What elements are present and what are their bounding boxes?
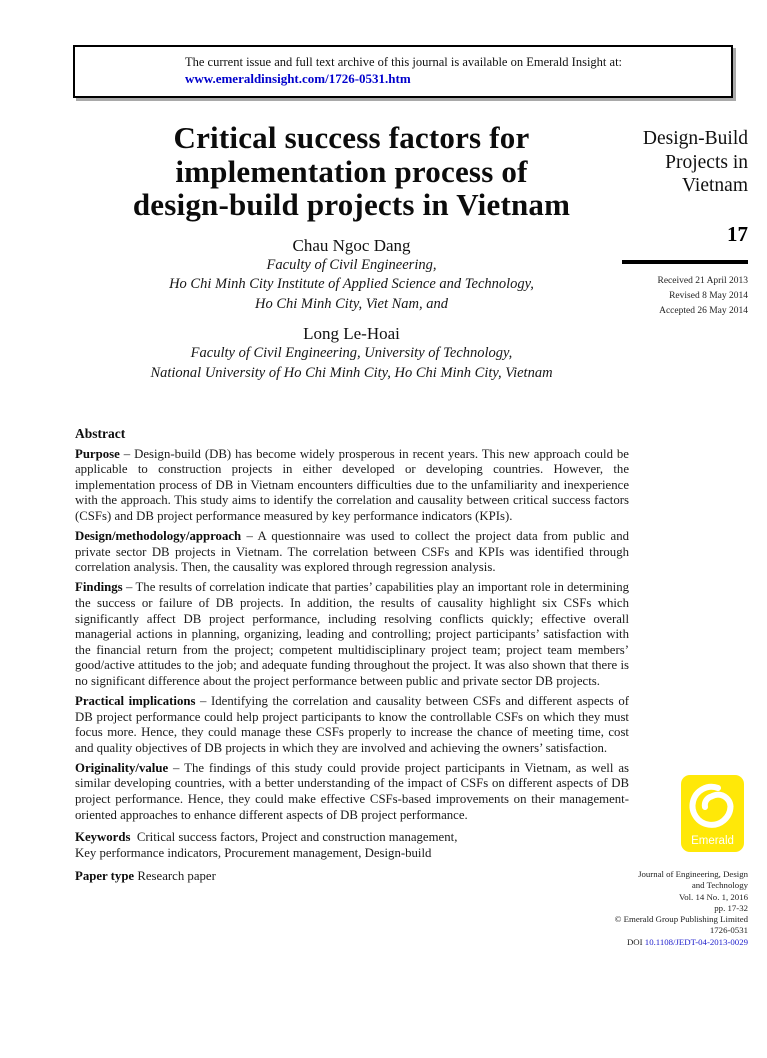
article-title-line: implementation process of — [175, 153, 528, 189]
article-history — [600, 274, 748, 319]
abstract-originality — [75, 761, 629, 823]
imprint-line: pp. 17-32 — [714, 902, 748, 913]
received-date: Received 21 April 2013 — [657, 276, 748, 286]
running-title — [600, 127, 748, 198]
abstract-practical-implications-text: – Identifying the correlation and causality between CSFs and different aspects of DB project performance could help project participants to know the controllable CSFs on which they must focus more. Hence, they could manage these CSFs properly to increase the chance of meeting time, cost and quality objectives of DB projects in which they are involved and achieving the owners’ satisfaction. — [75, 694, 630, 755]
imprint-line: and Technology — [691, 880, 748, 891]
abstract-findings-label: Findings — [75, 580, 123, 595]
abstract-purpose-text: – Design-build (DB) has become widely prosperous in recent years. This new approach could be applicable to construction projects in either developed or developing countries. However, the implementation process of DB in Vietnam encounters difficulties due to the unfamiliarity and inexperience with the approach. This study aims to identify the correlation and causality between critical success factors (CSFs) and DB project performance measured by key performance indicators (KPIs). — [75, 446, 629, 523]
abstract-section — [75, 426, 629, 885]
author-affiliation-line: Ho Chi Minh City, Viet Nam, and — [254, 295, 449, 312]
author-name: Long Le-Hoai — [303, 324, 400, 343]
author-affiliation-line: Faculty of Civil Engineering, University of Technology, — [190, 345, 513, 361]
keywords-line: Critical success factors, Project and construction management, — [136, 830, 458, 845]
revised-date: Revised 8 May 2014 — [669, 291, 748, 301]
paper-type-label: Paper type — [75, 869, 135, 884]
page-number: 17 — [727, 222, 748, 246]
journal-archive-link[interactable]: www.emeraldinsight.com/1726-0531.htm — [185, 71, 411, 86]
author-name: Chau Ngoc Dang — [292, 235, 411, 255]
abstract-findings-text: – The results of correlation indicate that parties’ capabilities play an important role in determining the success or failure of DB projects. In addition, the results of causality highlight six CSFs which significantly affect DB project performance, including resolving conflicts quickly; effective overall managerial actions in planning, organizing, leading and controlling; project participants’ satisfaction with the financial return from the project; competent multidisciplinary project team; project team members’ good/active attitudes to the job; and adequate funding throughout the project. It was also shown that there is no significant difference about the project performance between public and private sector DB projects. — [75, 580, 629, 688]
keywords-line: Key performance indicators, Procurement management, Design-build — [75, 845, 432, 860]
imprint-line: Journal of Engineering, Design — [638, 869, 748, 879]
article-title — [75, 121, 628, 222]
accepted-date: Accepted 26 May 2014 — [659, 306, 748, 316]
article-title-line: design-build projects in Vietnam — [132, 187, 571, 222]
sidebar-rule — [622, 260, 748, 264]
doi-label: DOI — [626, 936, 643, 947]
author-affiliation-line: National University of Ho Chi Minh City, Ho Chi Minh City, Vietnam — [150, 364, 553, 381]
keywords-label: Keywords — [75, 830, 131, 845]
abstract-practical-implications — [75, 694, 629, 756]
availability-box — [73, 45, 733, 98]
abstract-findings — [75, 580, 629, 689]
article-title-line: Critical success factors for — [173, 120, 530, 155]
keywords — [75, 830, 629, 861]
title-block — [75, 121, 628, 383]
imprint-line: 1726-0531 — [709, 925, 748, 936]
abstract-heading: Abstract — [75, 426, 126, 441]
doi-line — [590, 937, 748, 948]
imprint-line: Vol. 14 No. 1, 2016 — [679, 891, 748, 902]
emerald-logo — [681, 775, 744, 852]
abstract-purpose — [75, 447, 629, 525]
abstract-originality-label: Originality/value — [75, 760, 169, 775]
author-affiliation-line: Faculty of Civil Engineering, — [266, 256, 437, 273]
imprint-line: © Emerald Group Publishing Limited — [614, 914, 748, 925]
abstract-practical-implications-label: Practical implications — [75, 694, 196, 708]
running-title-line: Vietnam — [682, 175, 748, 196]
abstract-methodology-text: – A questionnaire was used to collect the project data from public and private sector DB projects in Vietnam. The correlation between CSFs and KPIs was identified through correlation analysis. Then, the causality was explored through regression analysis. — [75, 529, 629, 575]
abstract-purpose-label: Purpose — [75, 446, 120, 461]
abstract-originality-text: – The findings of this study could provide project participants in Vietnam, as well as similar developing countries, with a better understanding of the impact of CSFs on different aspects of DB project performance. Hence, they could make effective CSFs-based improvements on their management-oriented approaches to enhance different aspects of DB project performance. — [75, 760, 629, 822]
paper-type — [75, 869, 629, 885]
author-affiliation-line: Ho Chi Minh City Institute of Applied Science and Technology, — [169, 276, 534, 292]
availability-notice: The current issue and full text archive of this journal is available on Emerald Insight at: — [185, 55, 623, 69]
running-title-line: Projects in — [665, 151, 748, 173]
journal-imprint — [590, 869, 748, 948]
running-title-line: Design-Build — [642, 128, 748, 149]
abstract-methodology-label: Design/methodology/approach — [75, 529, 242, 544]
availability-box-inner — [185, 54, 731, 88]
abstract-methodology — [75, 529, 629, 576]
emerald-swirl-icon — [681, 775, 744, 852]
doi-link[interactable]: 10.1108/JEDT-04-2013-0029 — [644, 936, 748, 947]
paper-type-value: Research paper — [137, 869, 216, 884]
emerald-logo-wordmark: Emerald — [691, 835, 734, 847]
